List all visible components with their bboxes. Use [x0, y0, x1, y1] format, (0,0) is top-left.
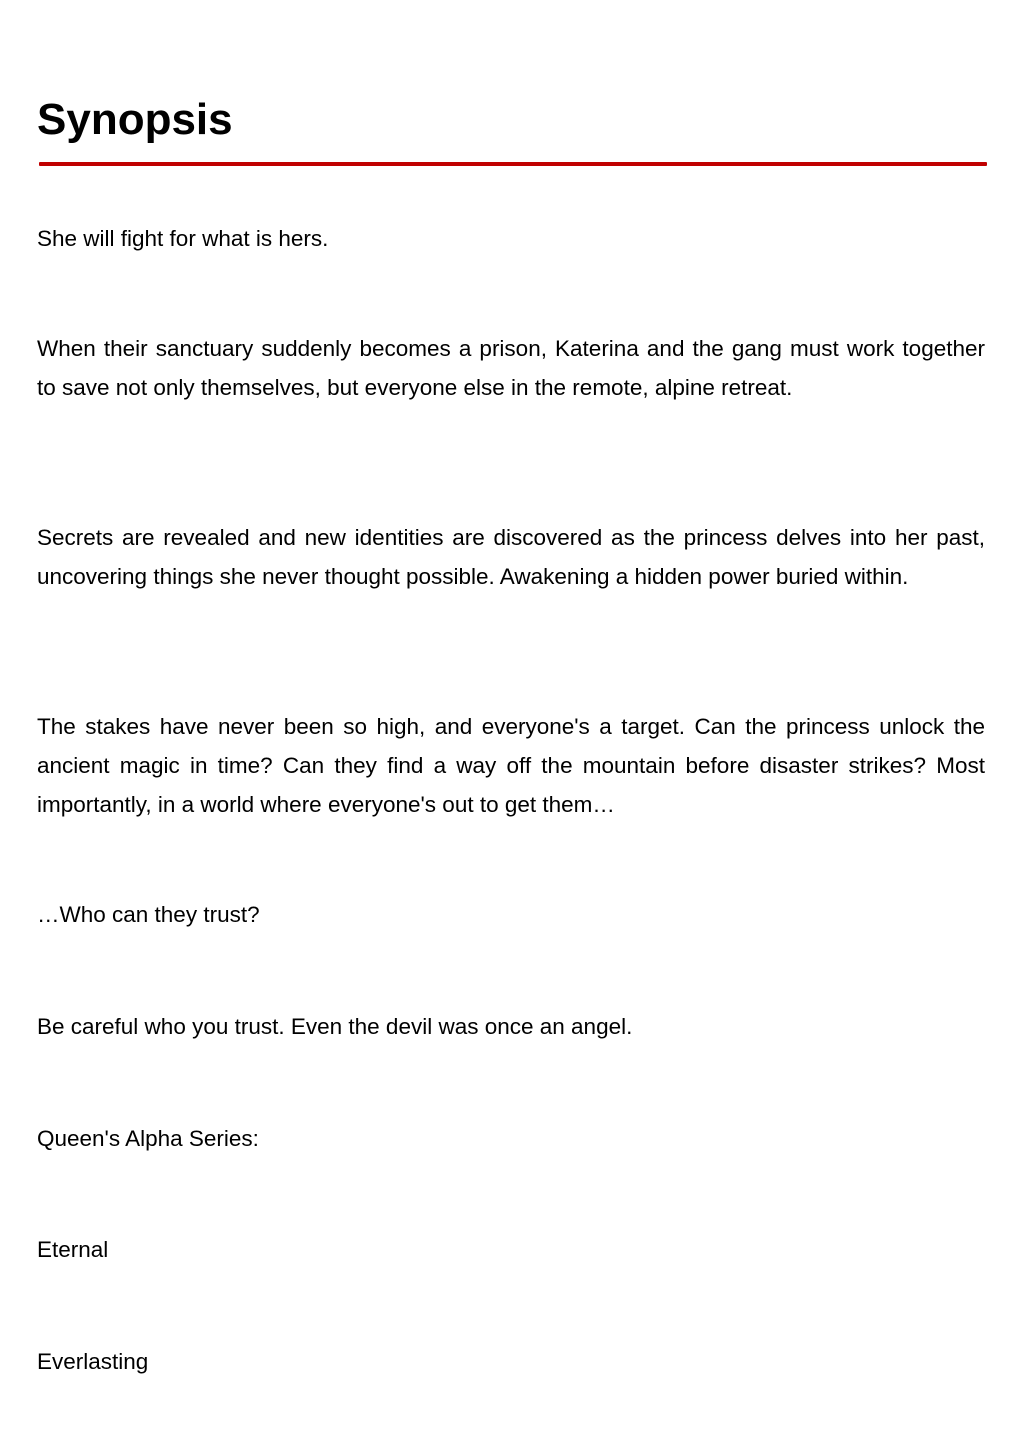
series-heading: Queen's Alpha Series:: [37, 1126, 259, 1151]
title-underline-rule: [39, 162, 987, 166]
series-book-everlasting: Everlasting: [37, 1349, 149, 1374]
synopsis-tagline: She will fight for what is hers.: [37, 226, 329, 251]
synopsis-warning: Be careful who you trust. Even the devil was once an angel.: [37, 1014, 633, 1039]
synopsis-paragraph-secrets: Secrets are revealed and new identities are discovered as the princess delves into her past, uncovering things she never thought possible. Awakening a hidden power buried within.: [37, 525, 985, 589]
synopsis-paragraph-sanctuary: When their sanctuary suddenly becomes a prison, Katerina and the gang must work together to save not only themselves, but everyone else in the remote, alpine retreat.: [37, 336, 985, 400]
page-title: Synopsis: [37, 95, 233, 144]
synopsis-paragraph-stakes: The stakes have never been so high, and everyone's a target. Can the princess unlock the ancient magic in time? Can they find a way off the mountain before disaster strikes? Most importantly, in a world where everyone's out to get them…: [37, 714, 985, 817]
synopsis-question: …Who can they trust?: [37, 902, 260, 927]
series-book-eternal: Eternal: [37, 1237, 109, 1262]
